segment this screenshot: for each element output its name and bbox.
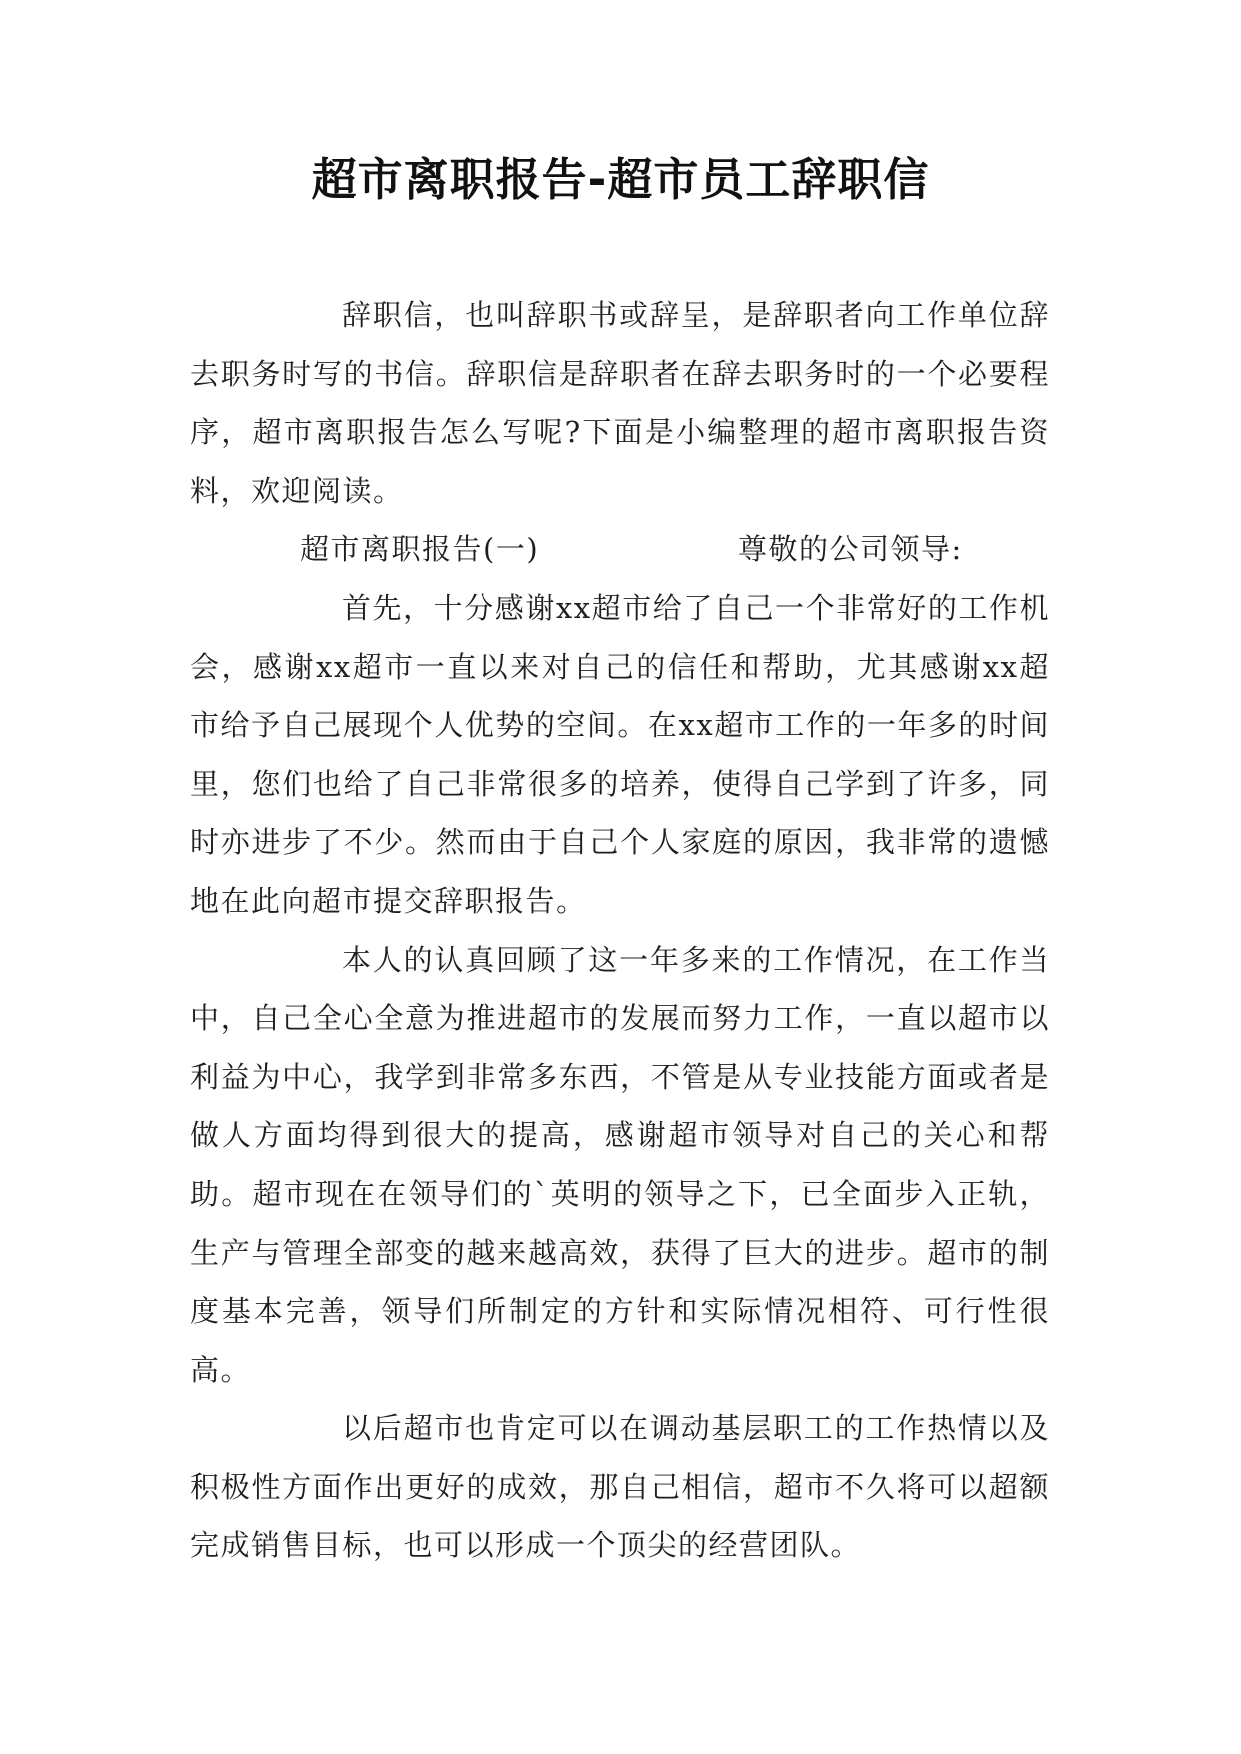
body-paragraph-1: 首先，十分感谢xx超市给了自己一个非常好的工作机会，感谢xx超市一直以来对自己的信任和帮助，尤其感谢xx超市给予自己展现个人优势的空间。在xx超市工作的一年多的时间里，您们也给了自己非常很多的培养，使得自己学到了许多，同时亦进步了不少。然而由于自己个人家庭的原因，我非常的遗憾地在此向超市提交辞职报告。: [190, 590, 1050, 918]
document-title: 超市离职报告-超市员工辞职信: [311, 153, 930, 206]
section-heading: 超市离职报告(一): [300, 532, 540, 567]
heading-row: [190, 520, 1050, 579]
intro-paragraph: 辞职信，也叫辞职书或辞呈，是辞职者向工作单位辞去职务时写的书信。辞职信是辞职者在辞去职务时的一个必要程序，超市离职报告怎么写呢?下面是小编整理的超市离职报告资料，欢迎阅读。: [190, 298, 1050, 508]
body-paragraph-2: 本人的认真回顾了这一年多来的工作情况，在工作当中，自己全心全意为推进超市的发展而努力工作，一直以超市以利益为中心，我学到非常多东西，不管是从专业技能方面或者是做人方面均得到很大的提高，感谢超市领导对自己的关心和帮助。超市现在在领导们的`英明的领导之下，已全面步入正轨，生产与管理全部变的越来越高效，获得了巨大的进步。超市的制度基本完善，领导们所制定的方针和实际情况相符、可行性很高。: [190, 942, 1050, 1387]
document-body: [190, 286, 1050, 1575]
salutation: 尊敬的公司领导:: [738, 532, 963, 567]
body-paragraph-3: 以后超市也肯定可以在调动基层职工的工作热情以及积极性方面作出更好的成效，那自己相信，超市不久将可以超额完成销售目标，也可以形成一个顶尖的经营团队。: [190, 1411, 1050, 1563]
